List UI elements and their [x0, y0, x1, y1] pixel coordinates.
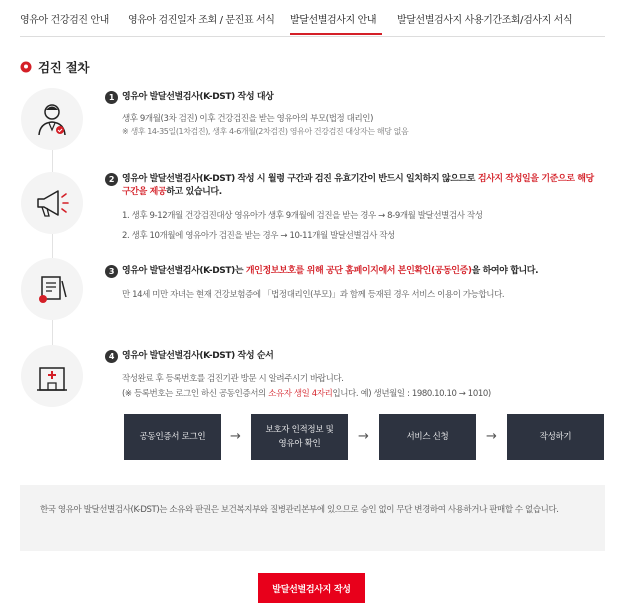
step-2-desc-line-1: 1. 생후 9-12개월 건강검진대상 영유아가 생후 9개월에 검진을 받는 경우 → 8-9개월 발달선별검사 작성: [122, 211, 483, 221]
hospital-icon: [32, 356, 72, 396]
step-4-icon-circle: [21, 345, 83, 407]
tab-bar: [20, 0, 605, 37]
flow-arrow: →: [486, 429, 497, 444]
step-1-desc-line-1: 생후 9개월(3차 검진) 이후 건강검진을 받는 영유아의 부모(법정 대리인): [122, 114, 373, 124]
step-4-title: 4 영유아 발달선별검사(K-DST) 작성 순서: [105, 350, 273, 363]
step-3-desc-line-1: 만 14세 미만 자녀는 현재 건강보험증에 「법정대리인(부모)」과 함께 등재된 경우 서비스 이용이 가능합니다.: [122, 290, 505, 300]
step-4-number: 4: [105, 350, 118, 363]
certificate-scroll-icon: [32, 269, 72, 309]
write-screening-button[interactable]: 발달선별검사지 작성: [258, 573, 365, 603]
doctor-icon: [32, 99, 72, 139]
step-3-icon-circle: [21, 258, 83, 320]
tab-health-checkup-guide[interactable]: 영유아 건강검진 안내: [20, 15, 109, 26]
step-1-desc-line-2: ※ 생후 14-35일(1차검진), 생후 4-6개월(2차검진) 영유아 건강검진 대상자는 해당 없음: [122, 127, 409, 136]
flow-step-write[interactable]: 작성하기: [507, 414, 604, 460]
flow-step-login[interactable]: 공동인증서 로그인: [124, 414, 221, 460]
section-header: [20, 58, 89, 76]
location-pin-icon: [20, 61, 32, 73]
step-3-title: 3 영유아 발달선별검사(K-DST)는 개인정보보호를 위해 공단 홈페이지에서 본인확인(공동인증)을 하여야 합니다.: [105, 265, 538, 278]
step-4-desc-line-1: 작성완료 후 등록번호를 검진기관 방문 시 알려주시기 바랍니다.: [122, 374, 344, 384]
step-2-icon-circle: [21, 172, 83, 234]
megaphone-icon: [32, 183, 72, 223]
step-3-highlight: 개인정보보호를 위해 공단 홈페이지에서 본인확인(공동인증): [245, 266, 472, 276]
step-1-icon-circle: [21, 88, 83, 150]
flow-arrow: →: [358, 429, 369, 444]
tab-screening-guide[interactable]: 발달선별검사지 안내: [290, 15, 377, 26]
step-2-title: 2 영유아 발달선별검사(K-DST) 작성 시 월령 구간과 검진 유효기간이 반드시 일치하지 않으므로 검사지 작성일을 기준으로 해당 구간을 제공하고 있습니다.: [105, 173, 600, 199]
active-tab-indicator: [290, 33, 382, 35]
step-1-title: 1 영유아 발달선별검사(K-DST) 작성 대상: [105, 91, 273, 104]
step-2-highlight: 검사지 작성일을 기준으로 해당 구간을 제공: [122, 174, 594, 197]
flow-step-guardian-info[interactable]: 보호자 인적정보 및 영유아 확인: [251, 414, 348, 460]
tab-screening-period-lookup[interactable]: 발달선별검사지 사용기간조회/검사지 서식: [397, 15, 573, 26]
step-1-number: 1: [105, 91, 118, 104]
step-3-number: 3: [105, 265, 118, 278]
tab-checkup-date-lookup[interactable]: 영유아 검진일자 조회 / 문진표 서식: [128, 15, 275, 26]
step-4-highlight: 소유자 생일 4자리: [268, 389, 333, 399]
copyright-notice-box: [20, 485, 605, 551]
step-2-desc-line-2: 2. 생후 10개월에 영유아가 검진을 받는 경우 → 10-11개월 발달선별검사 작성: [122, 231, 395, 241]
flow-step-apply[interactable]: 서비스 신청: [379, 414, 476, 460]
step-2-number: 2: [105, 173, 118, 186]
flow-arrow: →: [230, 429, 241, 444]
section-title: 검진 절차: [38, 60, 90, 75]
step-4-desc-line-2: (※ 등록번호는 로그인 하신 공동인증서의 소유자 생일 4자리입니다. 예) 생년월일 : 1980.10.10 → 1010): [122, 389, 491, 399]
copyright-notice-text: 한국 영유아 발달선별검사(K-DST)는 소유와 판권은 보건복지부와 질병관리본부에 있으므로 승인 없이 무단 변경하여 사용하거나 판매할 수 없습니다.: [40, 505, 559, 515]
